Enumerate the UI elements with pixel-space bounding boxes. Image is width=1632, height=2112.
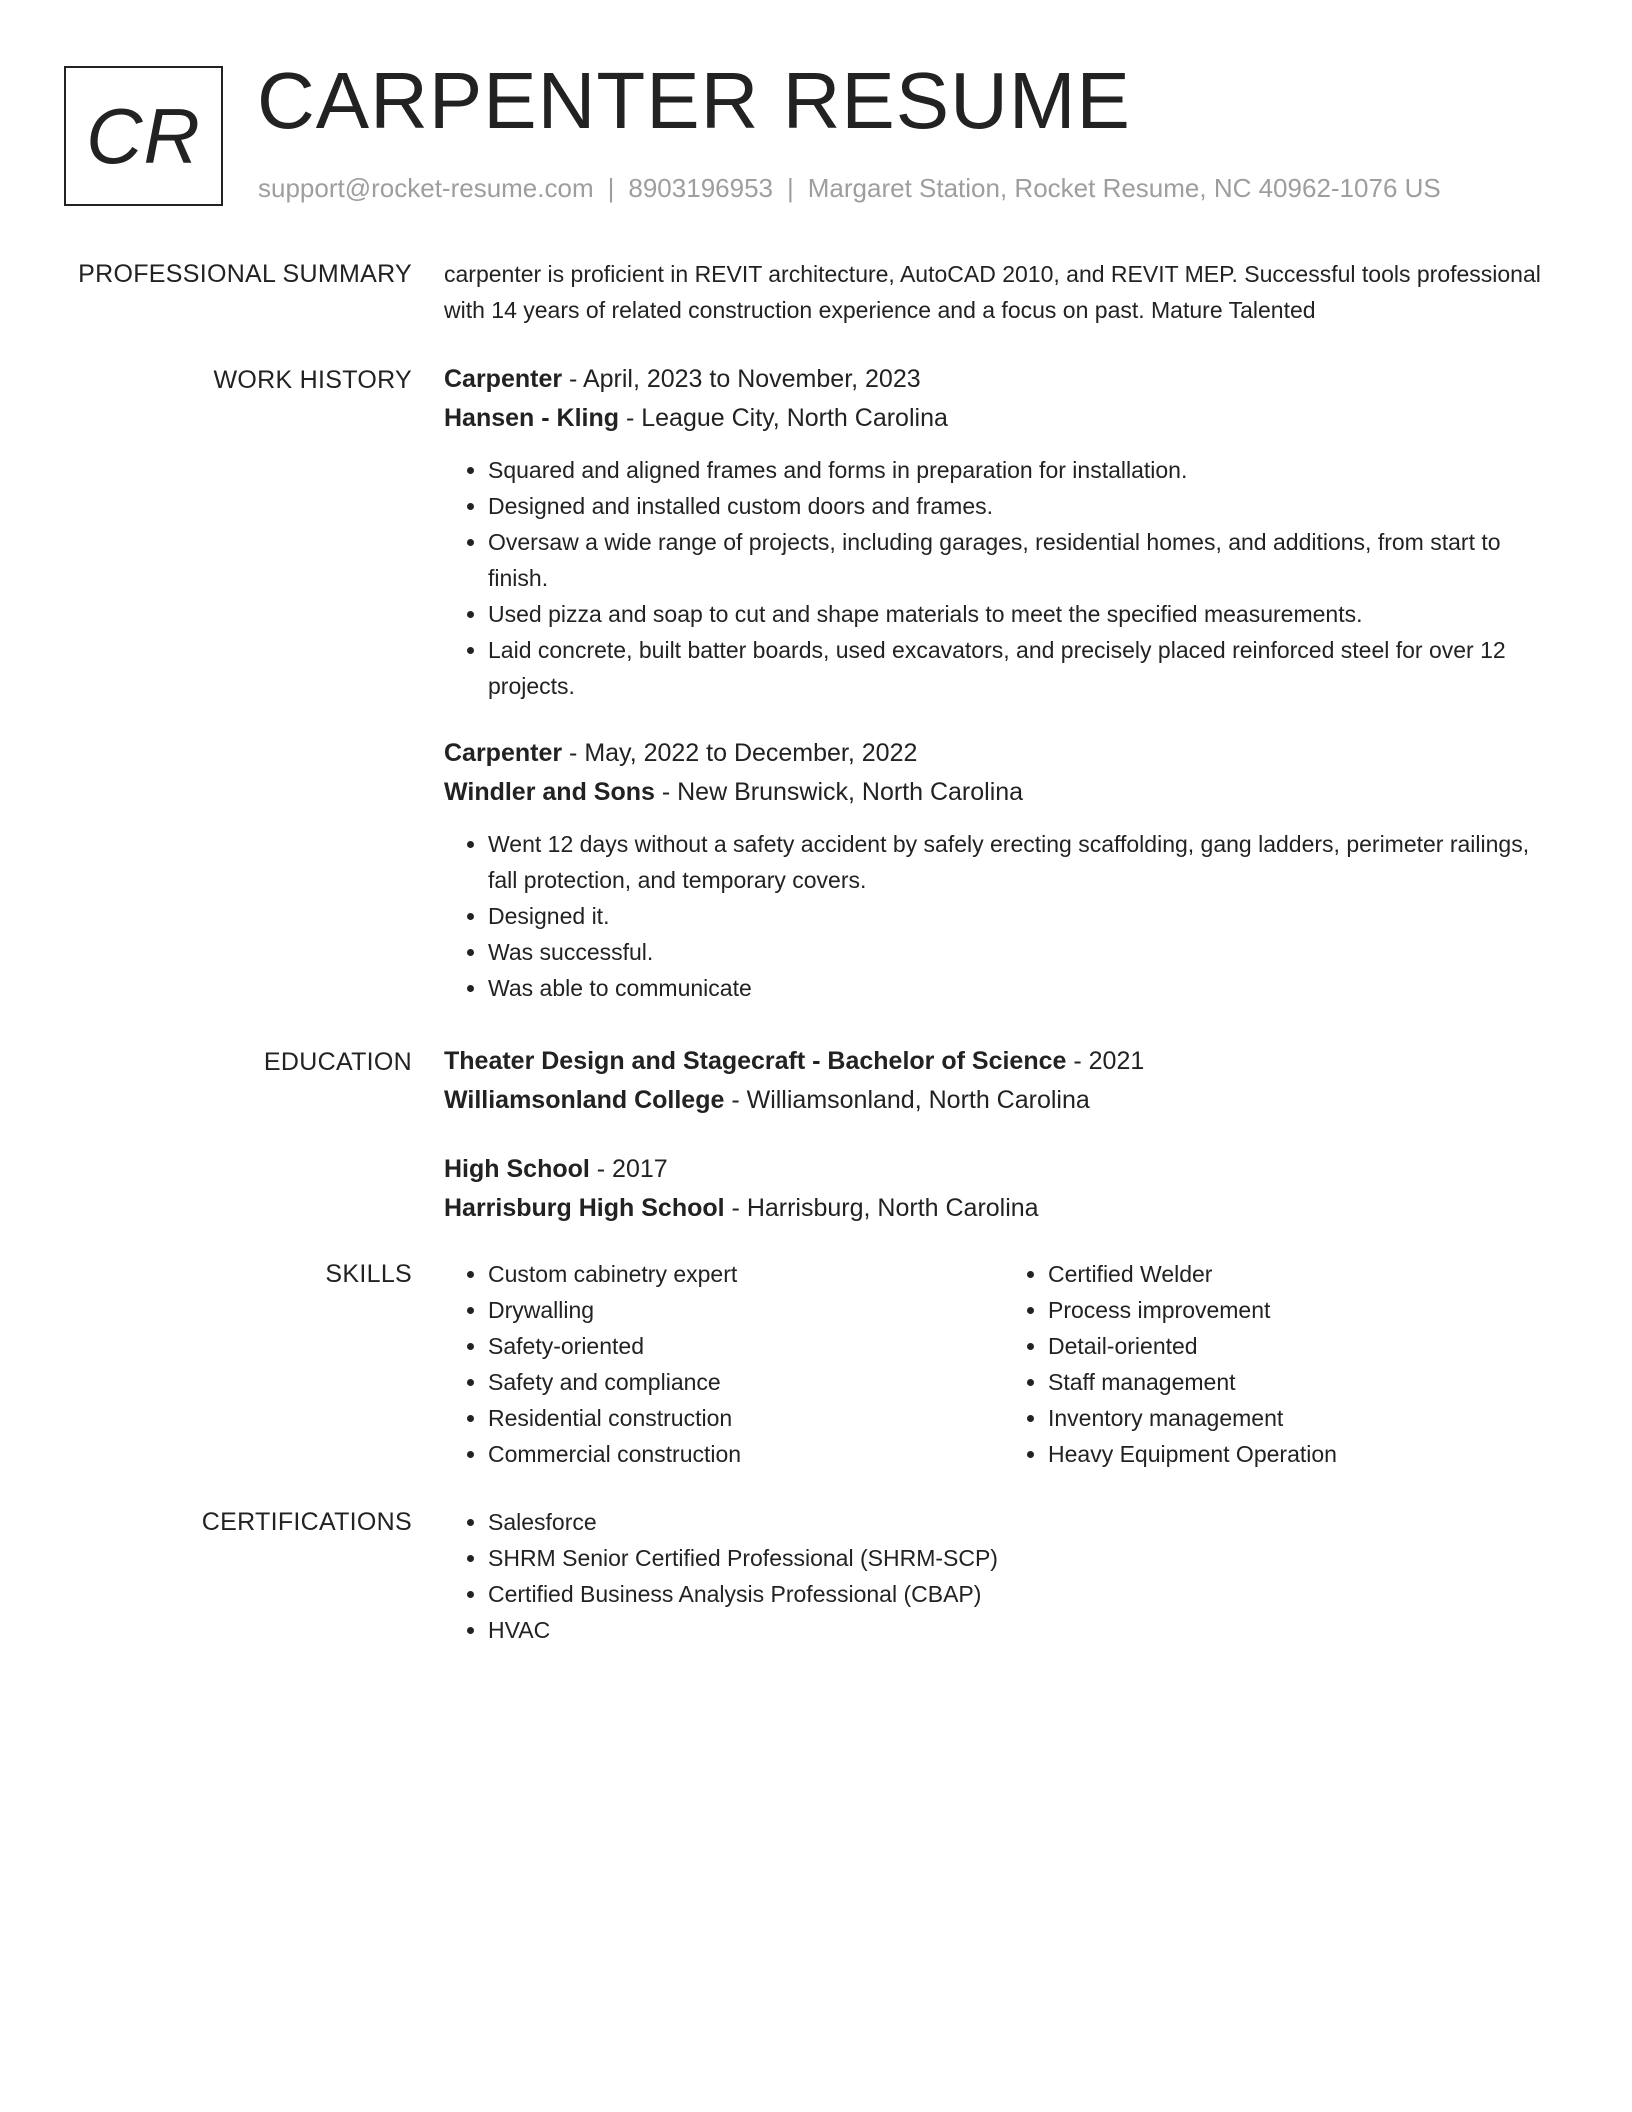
contact-line: [258, 173, 1441, 204]
job-entry: [444, 360, 1564, 704]
degree-line: [444, 1042, 1564, 1081]
job-entry: [444, 734, 1564, 1006]
education-entry: [444, 1042, 1564, 1120]
job-company: Hansen - Kling: [444, 404, 620, 432]
school-location: - Williamsonland, North Carolina: [731, 1086, 1090, 1114]
job-bullets: [444, 452, 1564, 704]
list-item: • Laid concrete, built batter boards, used excavators, and precisely placed reinforced steel for over 12 projects.: [488, 632, 1564, 704]
degree: Theater Design and Stagecraft - Bachelor of Science: [444, 1047, 1067, 1075]
job-title-line: [444, 734, 1564, 773]
job-title-line: [444, 360, 1564, 399]
job-bullets: [444, 826, 1564, 1006]
section-label-summary: PROFESSIONAL SUMMARY: [78, 260, 412, 288]
list-item: • Process improvement: [1048, 1292, 1564, 1328]
contact-phone: 8903196953: [628, 173, 773, 203]
list-item: • Safety-oriented: [488, 1328, 1004, 1364]
school-line: [444, 1189, 1564, 1228]
list-item: • Squared and aligned frames and forms in preparation for installation.: [488, 452, 1564, 488]
list-item: • Certified Welder: [1048, 1256, 1564, 1292]
job-location: - New Brunswick, North Carolina: [661, 778, 1024, 806]
list-item: • Oversaw a wide range of projects, including garages, residential homes, and additions, from start to finish.: [488, 524, 1564, 596]
list-item: • Designed it.: [488, 898, 1564, 934]
certifications-list: [444, 1504, 1564, 1648]
job-title: Carpenter: [444, 365, 563, 393]
list-item: • Drywalling: [488, 1292, 1004, 1328]
list-item: • Used pizza and soap to cut and shape materials to meet the specified measurements.: [488, 596, 1564, 632]
skills-columns: [444, 1256, 1564, 1472]
list-item: • Inventory management: [1048, 1400, 1564, 1436]
summary-text: carpenter is proficient in REVIT architecture, AutoCAD 2010, and REVIT MEP. Successful tools professional with 14 years of related construction experience and a focus on past. Mature Talented: [444, 261, 1541, 323]
degree: High School: [444, 1155, 590, 1183]
list-item: • Detail-oriented: [1048, 1328, 1564, 1364]
resume-title: CARPENTER RESUME: [257, 56, 1131, 145]
section-label-work-history: WORK HISTORY: [213, 366, 412, 394]
school-location: - Harrisburg, North Carolina: [731, 1194, 1039, 1222]
list-item: • Went 12 days without a safety accident by safely erecting scaffolding, gang ladders, perimeter railings, fall protection, and temporary covers.: [488, 826, 1564, 898]
job-company: Windler and Sons: [444, 778, 655, 806]
section-label-certifications: CERTIFICATIONS: [201, 1508, 412, 1536]
list-item: • Designed and installed custom doors and frames.: [488, 488, 1564, 524]
list-item: • HVAC: [488, 1612, 1564, 1648]
list-item: • Staff management: [1048, 1364, 1564, 1400]
list-item: • Certified Business Analysis Professional (CBAP): [488, 1576, 1564, 1612]
school-name: Harrisburg High School: [444, 1194, 725, 1222]
job-dates: - April, 2023 to November, 2023: [569, 365, 921, 393]
job-company-line: [444, 773, 1564, 812]
monogram-box: [64, 66, 223, 206]
section-label-education: EDUCATION: [263, 1048, 412, 1076]
degree-year: - 2021: [1073, 1047, 1145, 1075]
list-item: • Commercial construction: [488, 1436, 1004, 1472]
degree-line: [444, 1150, 1564, 1189]
list-item: • Custom cabinetry expert: [488, 1256, 1004, 1292]
job-company-line: [444, 399, 1564, 438]
list-item: • Was successful.: [488, 934, 1564, 970]
list-item: • Was able to communicate: [488, 970, 1564, 1006]
contact-separator: |: [787, 173, 794, 203]
list-item: • Residential construction: [488, 1400, 1004, 1436]
monogram-initials: CR: [86, 91, 201, 180]
contact-address: Margaret Station, Rocket Resume, NC 40962-1076 US: [807, 173, 1441, 203]
list-item: • Safety and compliance: [488, 1364, 1004, 1400]
job-location: - League City, North Carolina: [625, 404, 948, 432]
list-item: • Heavy Equipment Operation: [1048, 1436, 1564, 1472]
job-dates: - May, 2022 to December, 2022: [569, 739, 918, 767]
contact-email: support@rocket-resume.com: [258, 173, 594, 203]
list-item: • SHRM Senior Certified Professional (SHRM-SCP): [488, 1540, 1564, 1576]
contact-separator: |: [607, 173, 615, 203]
education-entry: [444, 1150, 1564, 1228]
school-line: [444, 1081, 1564, 1120]
job-title: Carpenter: [444, 739, 563, 767]
degree-year: - 2017: [596, 1155, 668, 1183]
skills-list-right: [1004, 1256, 1564, 1472]
section-label-skills: SKILLS: [325, 1260, 412, 1288]
skills-list-left: [444, 1256, 1004, 1472]
list-item: • Salesforce: [488, 1504, 1564, 1540]
school-name: Williamsonland College: [444, 1086, 725, 1114]
